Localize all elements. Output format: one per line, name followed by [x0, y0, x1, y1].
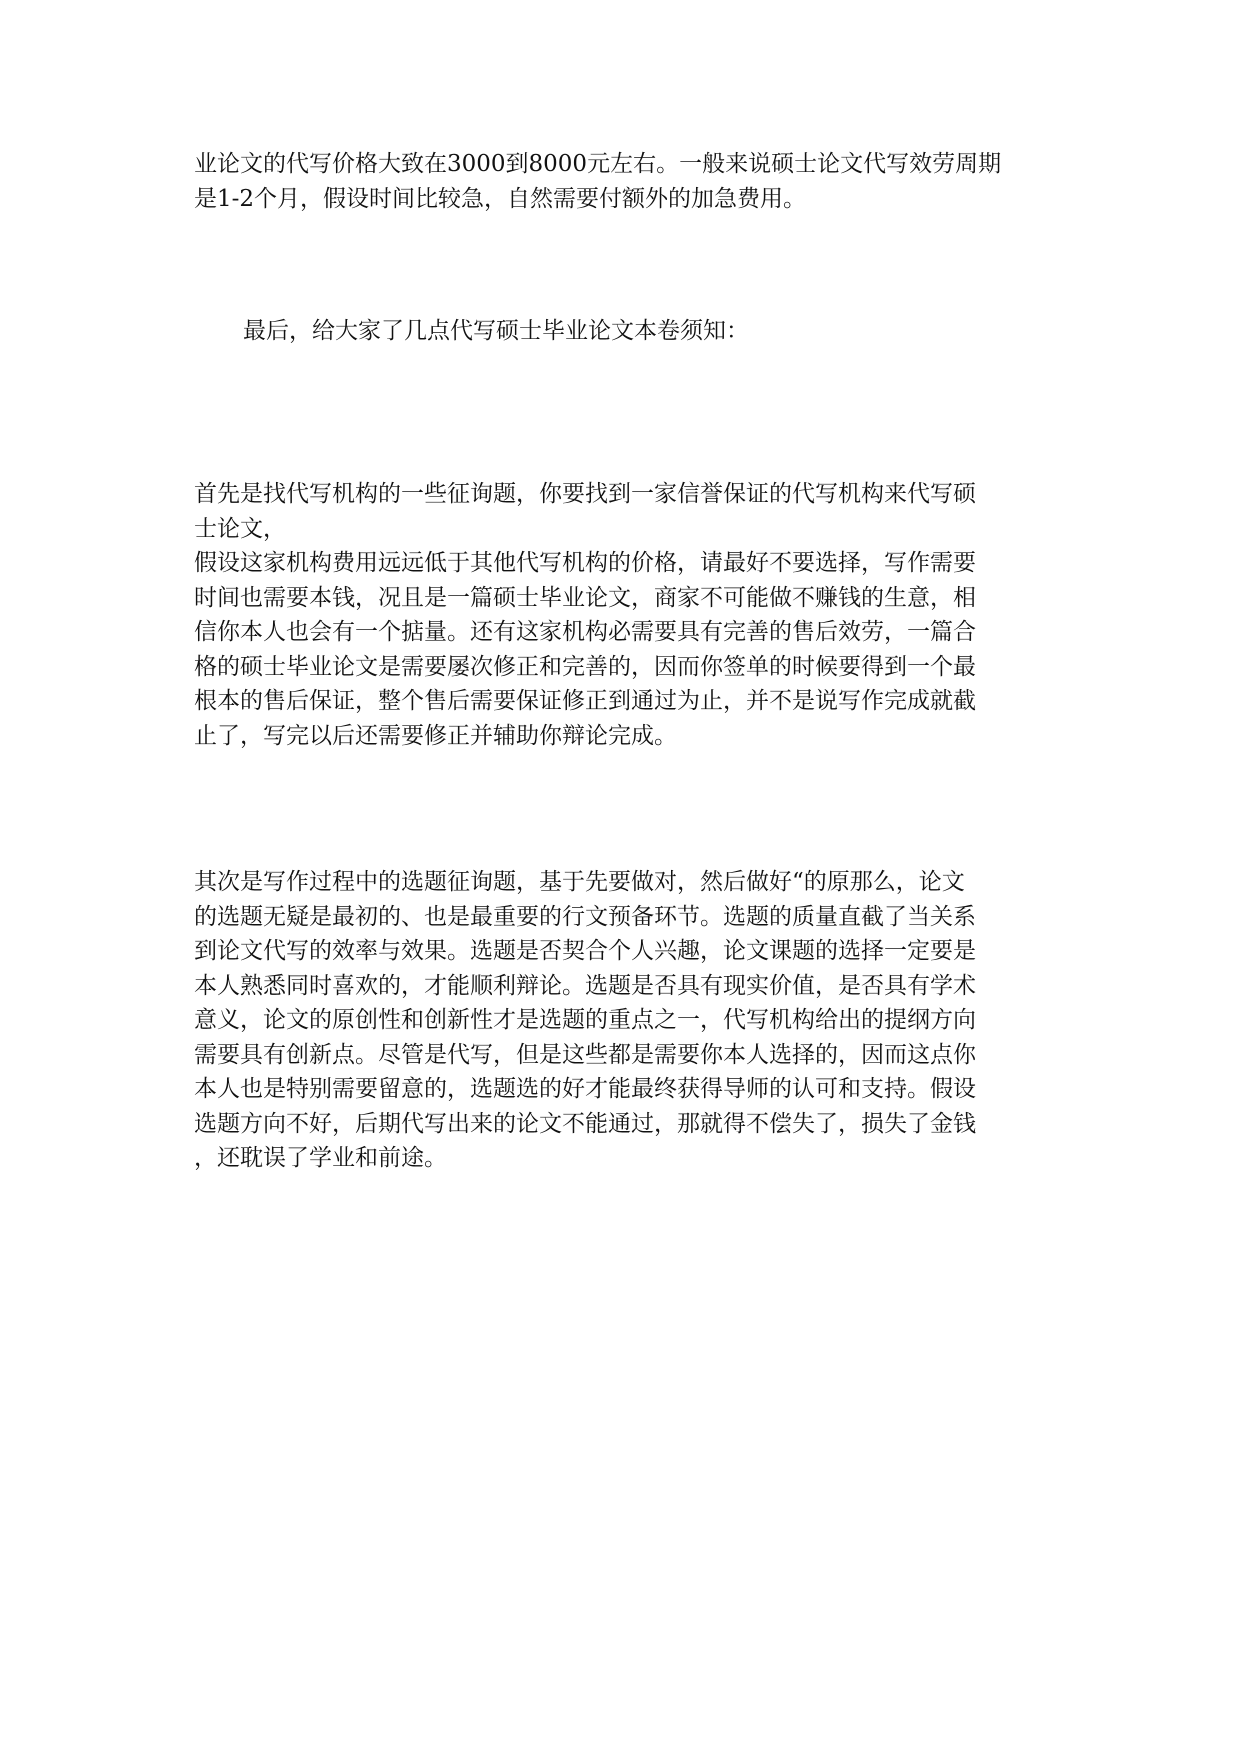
text-line: 信你本人也会有一个掂量。还有这家机构必需要具有完善的售后效劳，一篇合 — [194, 619, 976, 645]
text-line: 根本的售后保证，整个售后需要保证修正到通过为止，并不是说写作完成就截 — [194, 688, 976, 714]
text-line: 意义，论文的原创性和创新性才是选题的重点之一，代写机构给出的提纲方向 — [194, 1007, 976, 1033]
paragraph-price-and-timeline — [194, 147, 1050, 216]
paragraph-notice-heading — [243, 314, 1099, 349]
text-line: 的选题无疑是最初的、也是最重要的行文预备环节。选题的质量直截了当关系 — [194, 903, 976, 930]
text-line: 假设这家机构费用远远低于其他代写机构的价格，请最好不要选择，写作需要 — [194, 550, 976, 576]
text-line: 格的硕士毕业论文是需要屡次修正和完善的，因而你签单的时候要得到一个最 — [194, 653, 976, 680]
text-line: 选题方向不好，后期代写出来的论文不能通过，那就得不偿失了，损失了金钱 — [194, 1110, 976, 1137]
text-line: 需要具有创新点。尽管是代写，但是这些都是需要你本人选择的，因而这点你 — [194, 1041, 976, 1068]
text-line: 士论文， — [194, 515, 286, 542]
text-line: 首先是找代写机构的一些征询题，你要找到一家信誉保证的代写机构来代写硕 — [194, 481, 976, 507]
paragraph-topic-selection — [194, 865, 1050, 1176]
text-line: 最后，给大家了几点代写硕士毕业论文本卷须知： — [243, 318, 749, 344]
text-line: 止了，写完以后还需要修正并辅助你辩论完成。 — [194, 722, 677, 749]
text-line: 业论文的代写价格大致在3000到8000元左右。一般来说硕士论文代写效劳周期 — [194, 151, 1002, 177]
text-line: 是1-2个月，假设时间比较急，自然需要付额外的加急费用。 — [194, 185, 807, 212]
text-line: 时间也需要本钱，况且是一篇硕士毕业论文，商家不可能做不赚钱的生意，相 — [194, 584, 976, 611]
text-line: 本人也是特别需要留意的，选题选的好才能最终获得导师的认可和支持。假设 — [194, 1076, 976, 1102]
text-line: ，还耽误了学业和前途。 — [194, 1145, 447, 1171]
text-line: 其次是写作过程中的选题征询题，基于先要做对，然后做好“的原那么，论文 — [194, 869, 965, 895]
paragraph-choosing-agency — [194, 477, 1050, 753]
text-line: 到论文代写的效率与效果。选题是否契合个人兴趣，论文课题的选择一定要是 — [194, 938, 976, 964]
text-line: 本人熟悉同时喜欢的，才能顺利辩论。选题是否具有现实价值，是否具有学术 — [194, 972, 976, 999]
